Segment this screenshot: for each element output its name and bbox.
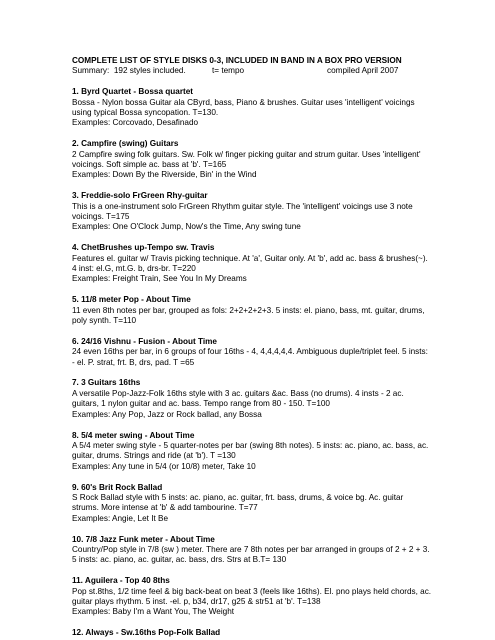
style-entry: [72, 87, 432, 129]
summary-line: [72, 66, 432, 76]
compiled-date: compiled April 2007: [327, 66, 399, 76]
style-entry: [72, 483, 432, 525]
style-examples: Examples: Corcovado, Desafinado: [72, 118, 199, 128]
style-list: [72, 87, 432, 638]
style-entry: [72, 295, 432, 326]
style-entry: [72, 243, 432, 285]
style-heading: 4. ChetBrushes up-Tempo sw. Travis: [72, 243, 215, 253]
summary-count: Summary: 192 styles included.: [72, 66, 186, 76]
style-examples: Examples: Angie, Let It Be: [72, 513, 169, 523]
style-heading: 1. Byrd Quartet - Bossa quartet: [72, 87, 194, 97]
style-heading: 3. Freddie-solo FrGreen Rhy-guitar: [72, 191, 208, 201]
style-description: This is a one-instrument solo FrGreen Rhythm guitar style. The 'intelligent' voicings use 3 note voicings. T=175: [72, 201, 413, 222]
document-page: [72, 56, 432, 639]
style-examples: Examples: Baby I'm a Want You, The Weight: [72, 607, 235, 617]
style-description: Bossa - Nylon bossa Guitar ala CByrd, bass, Piano & brushes. Guitar uses 'intelligent' voicings using typical Bossa syncopation. T=130.: [72, 97, 415, 118]
style-examples: Examples: Freight Train, See You In My Dreams: [72, 274, 247, 284]
style-examples: Examples: One O'Clock Jump, Now's the Time, Any swing tune: [72, 222, 301, 232]
style-heading: 7. 3 Guitars 16ths: [72, 378, 141, 388]
style-entry: [72, 576, 432, 618]
style-examples: Examples: Down By the Riverside, Bin' in the Wind: [72, 170, 257, 180]
style-heading: 12. Always - Sw.16ths Pop-Folk Ballad: [72, 628, 221, 638]
document-title: COMPLETE LIST OF STYLE DISKS 0-3, INCLUDED IN BAND IN A BOX PRO VERSION: [72, 56, 402, 65]
style-entry: [72, 431, 432, 473]
style-description: A versatile Pop-Jazz-Folk 16ths style with 3 ac. guitars &ac. Bass (no drums). 4 insts - 2 ac. guitars, 1 nylon guitar and ac. bass. Tempo range from 80 - 150. T=100: [72, 388, 404, 409]
style-heading: 11. Aguilera - Top 40 8ths: [72, 576, 170, 586]
style-entry: [72, 535, 432, 566]
style-heading: 2. Campfire (swing) Guitars: [72, 139, 179, 149]
style-examples: Examples: Any tune in 5/4 (or 10/8) meter, Take 10: [72, 461, 256, 471]
style-description: 24 even 16ths per bar, in 6 groups of four 16ths - 4, 4,4,4,4,4. Ambiguous duple/triplet feel. 5 insts: - el. P. strat, frt. B, drs, pad. T =65: [72, 347, 428, 367]
style-description: 2 Campfire swing folk guitars. Sw. Folk w/ finger picking guitar and strum guitar. Uses 'intelligent' voicings. Soft simple ac. bass at 'b'. T=165: [72, 149, 421, 170]
style-description: Pop st.8ths, 1/2 time feel & big back-beat on beat 3 (feels like 16ths). El. pno plays held chords, ac. guitar plays rhythm. 5 inst. -el. p, b34, dr17, g25 & str51 at 'b'. T=138: [72, 586, 432, 606]
style-heading: 10. 7/8 Jazz Funk meter - About Time: [72, 534, 215, 544]
style-entry: [72, 378, 432, 420]
style-entry: [72, 139, 432, 181]
style-examples: Examples: Any Pop, Jazz or Rock ballad, any Bossa: [72, 409, 262, 419]
style-entry: [72, 337, 432, 368]
style-entry: [72, 191, 432, 233]
style-entry: [72, 628, 432, 638]
style-heading: 8. 5/4 meter swing - About Time: [72, 430, 195, 440]
style-description: S Rock Ballad style with 5 insts: ac. piano, ac. guitar, frt. bass, drums, & voice bg. Ac. guitar strums. More intense at 'b' & add tambourine. T=77: [72, 492, 404, 513]
style-heading: 5. 11/8 meter Pop - About Time: [72, 295, 191, 305]
style-description: A 5/4 meter swing style - 5 quarter-notes per bar (swing 8th notes). 5 insts: ac. piano, ac. bass, ac. guitar, drums. Strings and ride (at 'b'). T =130: [72, 440, 429, 461]
style-heading: 9. 60's Brit Rock Ballad: [72, 482, 163, 492]
style-description: Features el. guitar w/ Travis picking technique. At 'a', Guitar only. At 'b', add ac. bass & brushes(~). 4 inst: el.G, mt.G. b, drs-br. T=220: [72, 253, 428, 274]
style-heading: 6. 24/16 Vishnu - Fusion - About Time: [72, 336, 217, 346]
style-description: Country/Pop style in 7/8 (sw ) meter. There are 7 8th notes per bar arranged in groups of 2 + 2 + 3. 5 insts: ac. piano, ac. guitar, ac. bass, drs. Strs at B.T= 130: [72, 544, 430, 565]
tempo-note: t= tempo: [212, 66, 245, 76]
style-description: 11 even 8th notes per bar, grouped as fols: 2+2+2+2+3. 5 insts: el. piano, bass, mt. guitar, drums, poly synth. T=110: [72, 305, 425, 326]
